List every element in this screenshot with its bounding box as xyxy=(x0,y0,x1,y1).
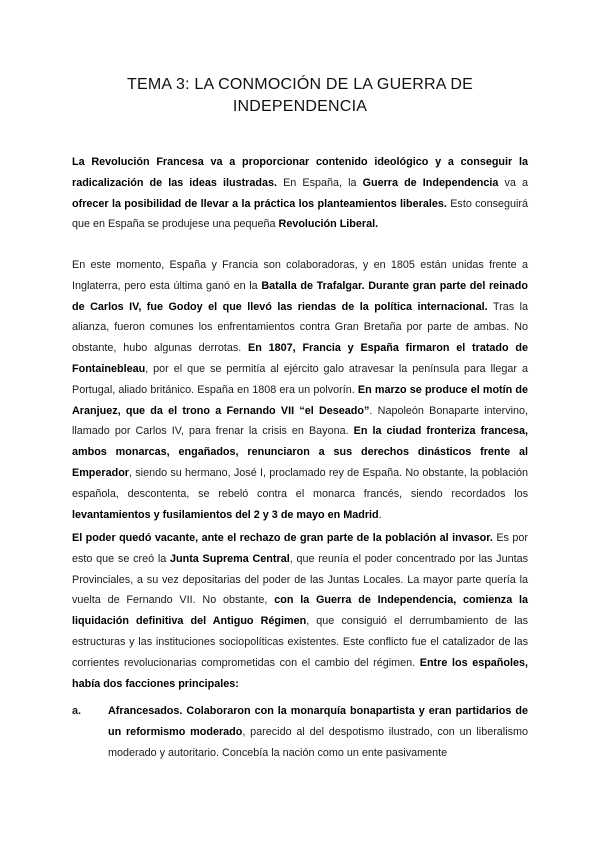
bold-text-segment: Junta Suprema Central xyxy=(170,552,290,565)
text-segment: . Napoleón Bonaparte intervino, llamado por Carlos IV, para frenar la crisis en Bayona. xyxy=(72,404,529,438)
bold-text-segment: Afrancesados. Colaboraron con la monarquía bonapartista y eran partidarios de un reformismo moderado xyxy=(108,705,528,738)
text-segment: , por el que se permitía al ejército galo atravesar la península para llegar a Portugal, aliado británico. España en 1808 era un polvorín. xyxy=(72,362,528,396)
paragraph-godoy-fontainebleau xyxy=(72,255,528,525)
bold-text-segment: levantamientos y fusilamientos del 2 y 3 de mayo en Madrid xyxy=(72,508,379,521)
text-segment: Es por esto que se creó la xyxy=(72,532,528,565)
bold-text-segment: En marzo se produce el motín de Aranjuez, que da el trono a Fernando VII “el Deseado” xyxy=(72,383,528,417)
text-segment: En este momento, España y Francia son colaboradoras, y en 1805 están unidas frente a Inglaterra, pero esta última ganó en la xyxy=(72,259,528,292)
page-title: TEMA 3: LA CONMOCIÓN DE LA GUERRA DE INDEPENDENCIA xyxy=(127,76,473,115)
text-segment: , que reunía el poder concentrado por las Juntas Provinciales, a su vez depositarias del poder de las Juntas Locales. La mayor parte quería la vuelta de Fernando VII. No obstante, xyxy=(72,552,528,607)
text-segment: , siendo su hermano, José I, proclamado rey de España. No obstante, la población española, descontenta, se rebeló contra el monarca francés, siendo recordados los xyxy=(72,466,528,500)
bold-text-segment: ofrecer la posibilidad de llevar a la práctica los planteamientos liberales. xyxy=(72,197,447,210)
bold-text-segment: Revolución Liberal. xyxy=(278,218,379,231)
bold-text-segment: En la ciudad fronteriza francesa, ambos monarcas, engañados, renunciaron a sus derechos dinásticos frente al Emperador xyxy=(72,425,528,479)
bold-text-segment: Batalla de Trafalgar. xyxy=(261,279,365,292)
text-segment: , que consiguió el derrumbamiento de las estructuras y las instituciones sociopolíticas existentes. Este conflicto fue el catalizador de las corrientes revolucionarias comprometidas con el cambio del régimen. xyxy=(72,615,528,669)
paragraph-junta-suprema xyxy=(72,528,528,694)
text-segment: En España, la xyxy=(277,176,363,189)
text-segment: va a xyxy=(498,176,528,189)
paragraph-revolucion-francesa xyxy=(72,152,528,235)
bold-text-segment: Durante gran parte del reinado de Carlos IV, fue Godoy el que llevó las riendas de la política internacional. xyxy=(72,279,528,313)
list-item-afrancesados xyxy=(72,701,528,763)
bold-text-segment: El poder quedó vacante, ante el rechazo de gran parte de la población al invasor. xyxy=(72,532,493,544)
bold-text-segment: La Revolución Francesa va a proporcionar contenido ideológico y a conseguir la radicalización de las ideas ilustradas. xyxy=(72,156,528,189)
bold-text-segment: con la Guerra de Independencia, comienza la liquidación definitiva del Antiguo Régimen xyxy=(72,594,528,628)
bold-text-segment: En 1807, Francia y España firmaron el tratado de Fontainebleau xyxy=(72,342,529,375)
list-marker: a. xyxy=(72,705,82,717)
text-segment: Tras la alianza, fueron comunes los enfrentamientos contra Gran Bretaña por parte de ambas. No obstante, hubo algunas derrotas. xyxy=(72,300,529,355)
bold-text-segment: Guerra de Independencia xyxy=(362,176,499,189)
text-segment: . xyxy=(378,508,382,521)
text-segment: , parecido al del despotismo ilustrado, con un liberalismo moderado y autoritario. Concebía la nación como un ente pasivamente xyxy=(108,725,528,759)
text-segment: Esto conseguirá que en España se produjese una pequeña xyxy=(72,197,528,231)
list-item-text xyxy=(108,705,528,759)
bold-text-segment: Entre los españoles, había dos facciones principales: xyxy=(72,656,528,690)
